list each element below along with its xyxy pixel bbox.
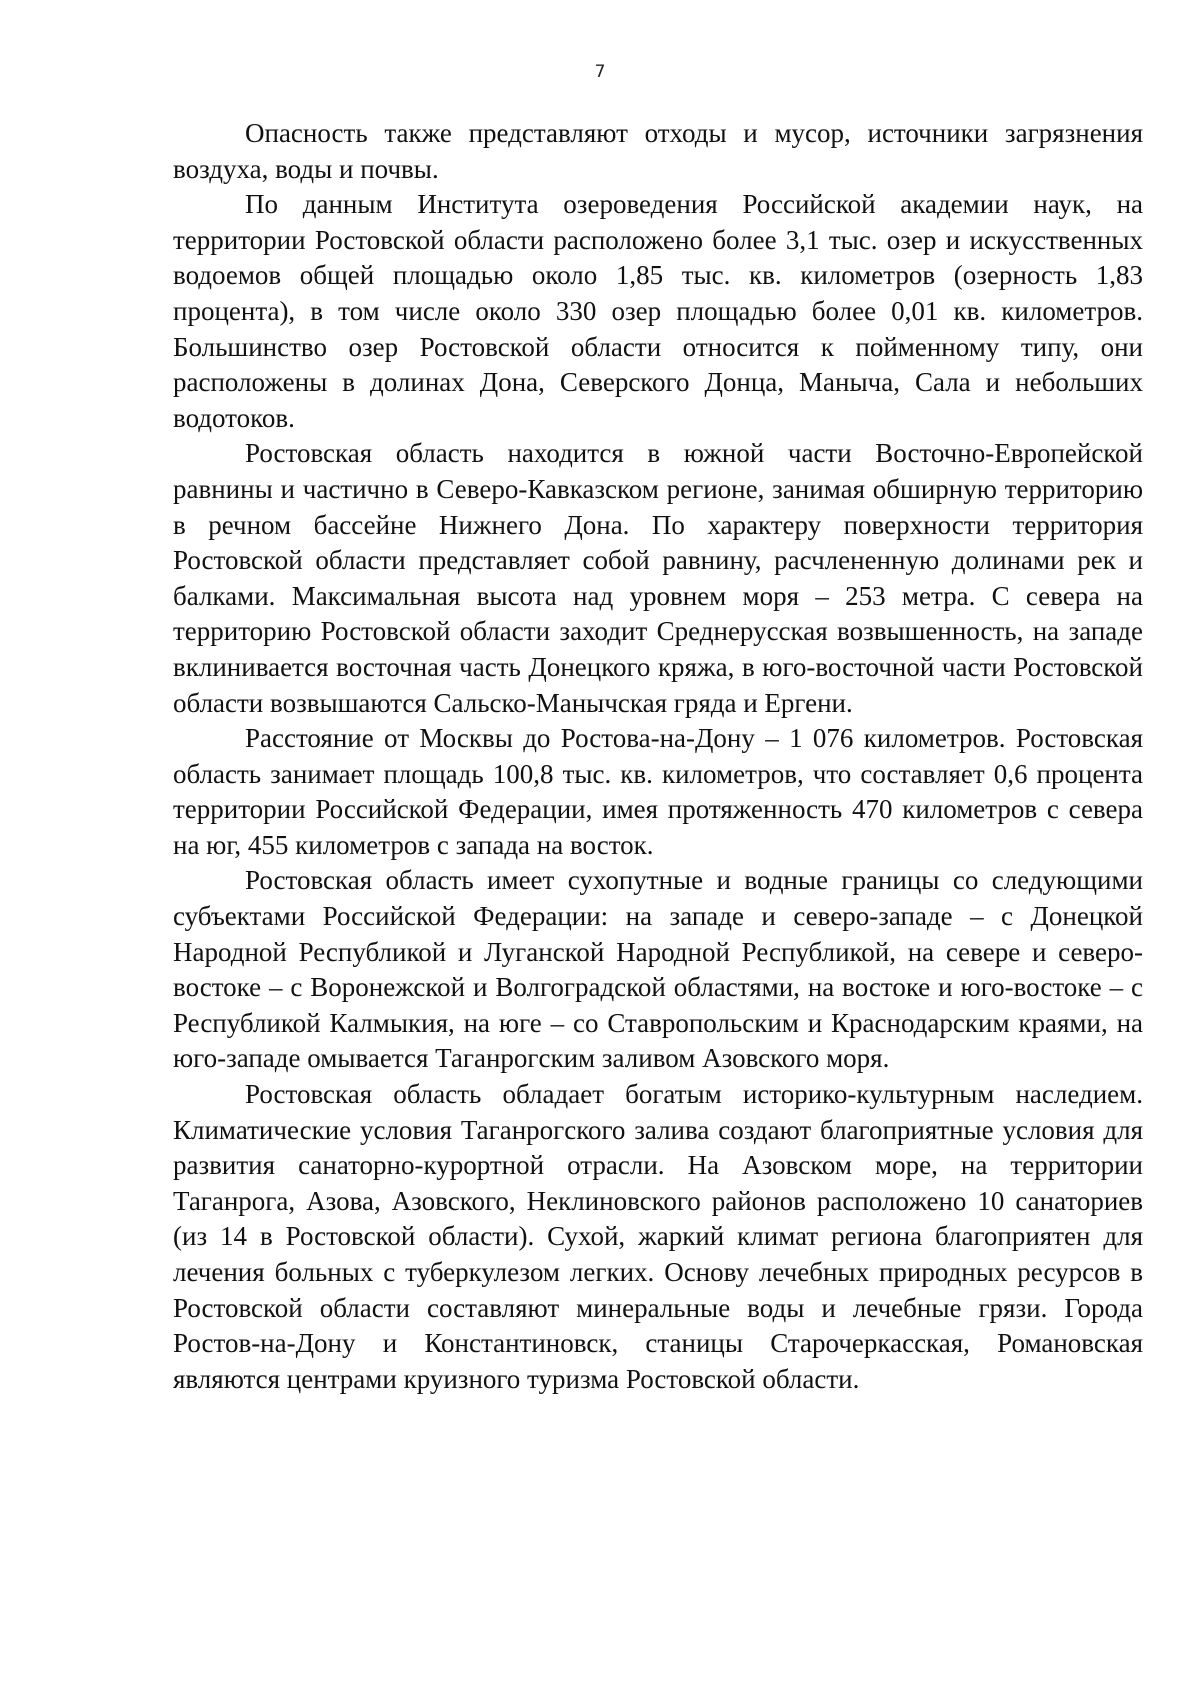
paragraph-pollution: Опасность также представляют отходы и мусор, источники загрязнения воздуха, воды и почвы. <box>173 118 1143 184</box>
document-body <box>173 116 1143 1397</box>
page-number: 7 <box>594 62 606 82</box>
paragraph-relief: Ростовская область находится в южной части Восточно-Европейской равнины и частично в Северо-Кавказском регионе, занимая обширную территорию в речном бассейне Нижнего Дона. По характеру поверхности территория Ростовской области представляет собой равнину, расчлененную долинами рек и балками. Максимальная высота над уровнем моря – 253 метра. С севера на территорию Ростовской области заходит Среднерусская возвышенность, на западе вклинивается восточная часть Донецкого кряжа, в юго-восточной части Ростовской области возвышаются Сальско-Манычская гряда и Ергени. <box>173 438 1143 718</box>
paragraph-resorts: Ростовская область обладает богатым историко-культурным наследием. Климатические условия Таганрогского залива создают благоприятные условия для развития санаторно-курортной отрасли. На Азовском море, на территории Таганрога, Азова, Азовского, Неклиновского районов расположено 10 санаториев (из 14 в Ростовской области). Сухой, жаркий климат региона благоприятен для лечения больных с туберкулезом легких. Основу лечебных природных ресурсов в Ростовской области составляют минеральные воды и лечебные грязи. Города Ростов-на-Дону и Константиновск, станицы Старочеркасская, Романовская являются центрами круизного туризма Ростовской области. <box>173 1079 1143 1394</box>
paragraph-lakes: По данным Института озероведения Российской академии наук, на территории Ростовской области расположено более 3,1 тыс. озер и искусственных водоемов общей площадью около 1,85 тыс. кв. километров (озерность 1,83 процента), в том числе около 330 озер площадью более 0,01 кв. километров. Большинство озер Ростовской области относится к пойменному типу, они расположены в долинах Дона, Северского Донца, Маныча, Сала и небольших водотоков. <box>173 189 1143 433</box>
paragraph-borders: Ростовская область имеет сухопутные и водные границы со следующими субъектами Российской Федерации: на западе и северо-западе – с Донецкой Народной Республикой и Луганской Народной Республикой, на севере и северо-востоке – с Воронежской и Волгоградской областями, на востоке и юго-востоке – с Республикой Калмыкия, на юге – со Ставропольским и Краснодарским краями, на юго-западе омывается Таганрогским заливом Азовского моря. <box>173 865 1143 1074</box>
paragraph-distance-area: Расстояние от Москвы до Ростова-на-Дону – 1 076 километров. Ростовская область занимает площадь 100,8 тыс. кв. километров, что составляет 0,6 процента территории Российской Федерации, имея протяженность 470 километров с севера на юг, 455 километров с запада на восток. <box>173 723 1143 860</box>
